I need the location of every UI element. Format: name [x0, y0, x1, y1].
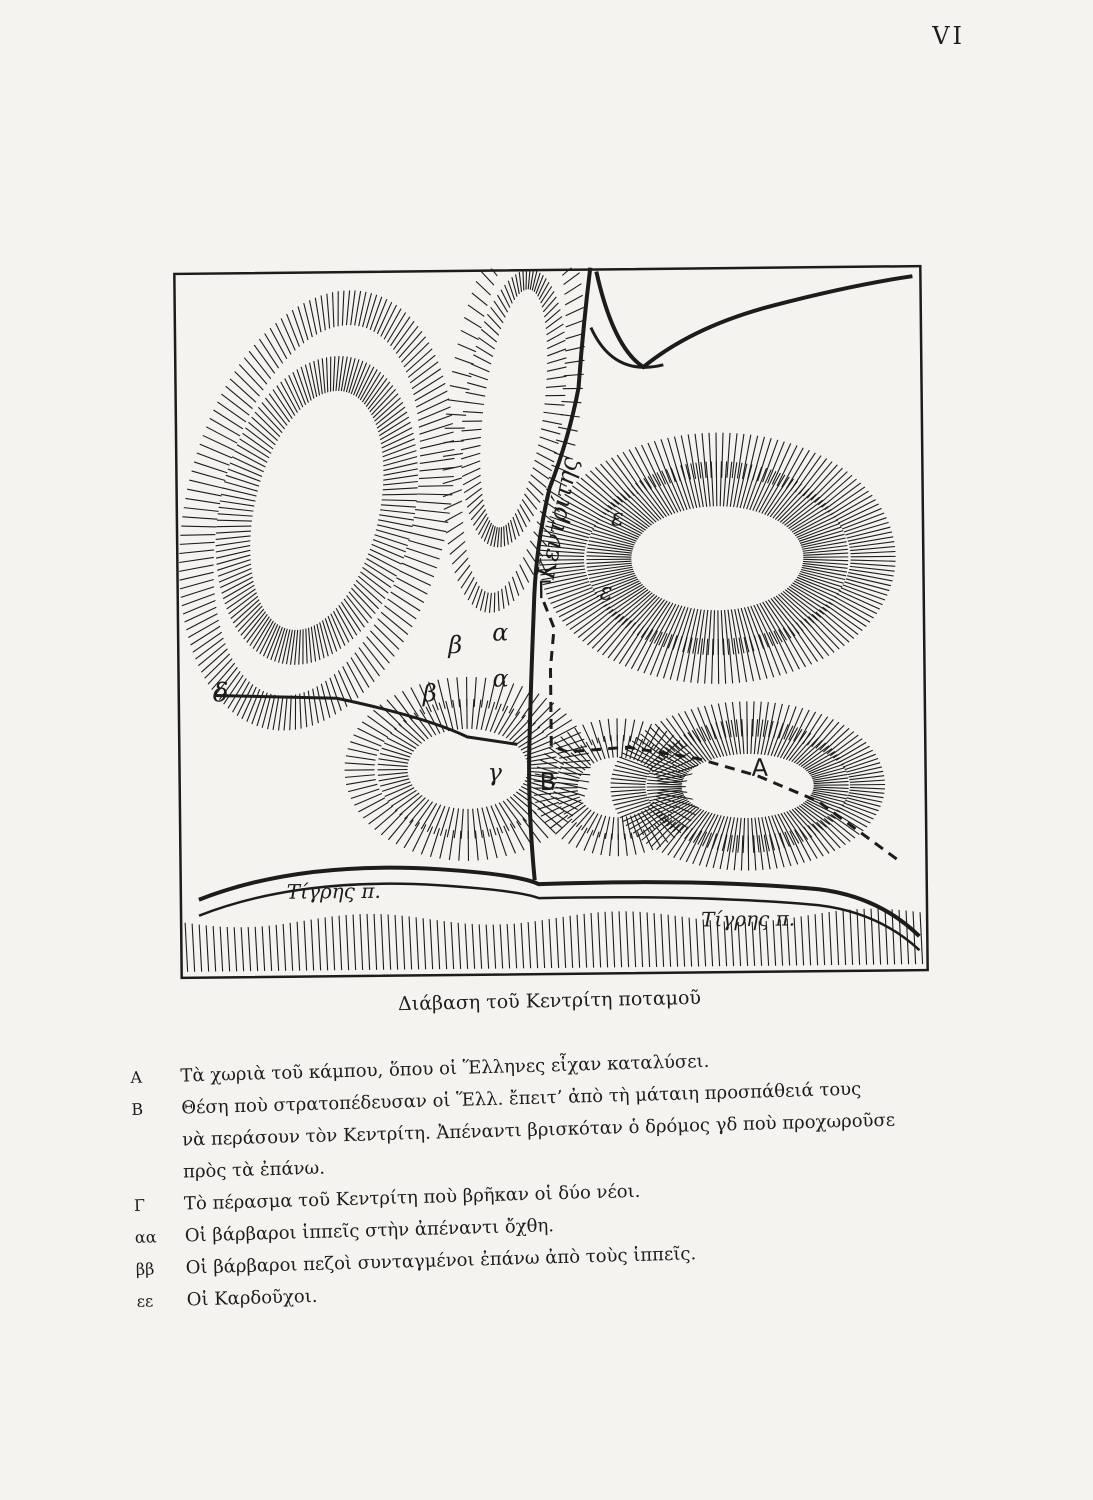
label-alpha-2: α: [492, 664, 509, 693]
legend-text: Θέση ποὺ στρατοπέδευσαν οἱ Ἕλλ. ἔπειτ’ ἀπὸ τὴ μάταιη προσπάθειά τους νὰ περάσουν τὸν Κεντρίτη. Ἀπέναντι βρισκόταν ὁ δρόμος γδ ποὺ προχωροῦσε πρὸς τὰ ἐπάνω.: [181, 1078, 896, 1183]
legend-text: Οἱ βάρβαροι ἱππεῖς στὴν ἀπέναντι ὄχθη.: [184, 1215, 555, 1247]
label-B: B: [539, 767, 557, 797]
label-gamma: γ: [487, 758, 503, 787]
label-beta-2: β: [422, 679, 437, 708]
legend-key: Β: [131, 1099, 144, 1119]
legend-text: Οἱ Καρδοῦχοι.: [186, 1285, 318, 1311]
map-caption: Διάβαση τοῦ Κεντρίτη ποταμοῦ: [397, 986, 702, 1016]
legend-key: Γ: [133, 1195, 146, 1215]
legend-key: εε: [136, 1291, 154, 1311]
legend-text: Τὸ πέρασμα τοῦ Κεντρίτη ποὺ βρῆκαν οἱ δύο νέοι.: [183, 1180, 641, 1215]
label-G: Γ: [537, 575, 552, 605]
map: [172, 264, 929, 980]
legend-text: Τὰ χωριὰ τοῦ κάμπου, ὅπου οἱ Ἕλληνες εἶχαν καταλύσει.: [180, 1050, 710, 1087]
label-epsilon-1: ε: [610, 503, 624, 532]
label-alpha-1: α: [491, 618, 509, 647]
legend-key: ββ: [135, 1259, 155, 1279]
page-number: VI: [932, 22, 965, 50]
label-tigris-right: Τίγρης π.: [700, 906, 796, 932]
label-delta: δ: [212, 678, 229, 709]
label-A: A: [751, 753, 769, 782]
label-beta-1: β: [448, 630, 463, 660]
label-epsilon-2: ε: [599, 577, 613, 606]
legend-key: αα: [134, 1227, 157, 1247]
label-tigris-left: Τίγρης π.: [286, 878, 381, 904]
legend-key: Α: [130, 1067, 143, 1087]
label-kentritis: Κεντρίτης: [531, 454, 584, 582]
legend-text: Οἱ βάρβαροι πεζοὶ συνταγμένοι ἐπάνω ἀπὸ τοὺς ἱππεῖς.: [185, 1243, 697, 1279]
legend: [130, 1037, 1037, 1318]
